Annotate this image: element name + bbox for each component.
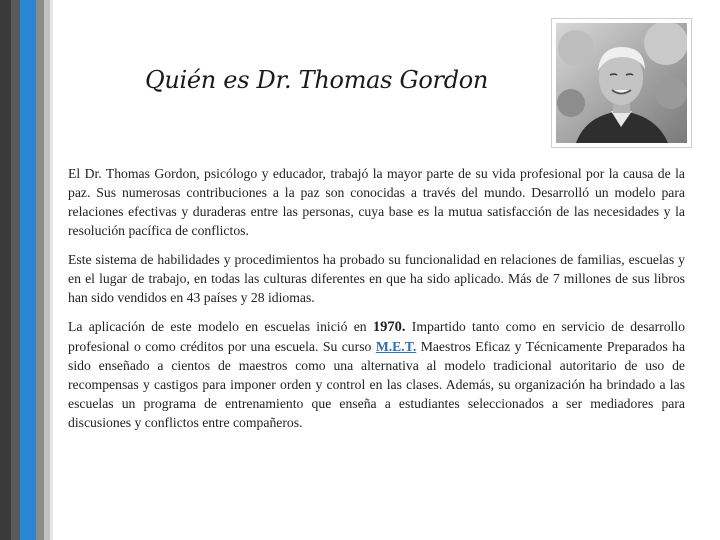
- paragraph-3-middle: Impartido tanto como en servicio de desarrollo profesional o como créditos por una escuela. Su curso: [68, 319, 686, 354]
- year-1970: 1970.: [372, 319, 406, 335]
- paragraph-3-end: Maestros Eficaz y Técnicamente Preparados ha sido enseñado a cientos de maestros como una alternativa al modelo tradicional autoritario de uso de recompensas y castigos para imponer orden y control en las clases. Además, su organización ha brindado a las escuelas un programa de entrenamiento que enseña a estudiantes seleccionados a ser mediadores para discusiones y conflictos entre compañeros.: [68, 339, 686, 430]
- body-text: [68, 164, 685, 442]
- paragraph-1: El Dr. Thomas Gordon, psicólogo y educador, trabajó la mayor parte de su vida profesional por la causa de la paz. Sus numerosas contribuciones a la paz son conocidas a través del mundo. Desarrolló un modelo para relaciones efectivas y duraderas entre las personas, cuya base es la mutua satisfacción de las necesidades y la resolución pacífica de conflictos.: [68, 166, 685, 238]
- portrait-image: [556, 23, 687, 143]
- decorative-stripe-gray: [11, 0, 20, 540]
- met-course-link[interactable]: M.E.T.: [375, 339, 417, 354]
- slide-title: Quién es Dr. Thomas Gordon: [145, 66, 489, 94]
- decorative-stripe-blue: [20, 0, 36, 540]
- paragraph-3: [68, 317, 685, 432]
- decorative-stripe-dark: [0, 0, 11, 540]
- paragraph-2: Este sistema de habilidades y procedimientos ha probado su funcionalidad en relaciones de familias, escuelas y en el lugar de trabajo, en todas las culturas diferentes en que ha sido aplicado. Más de 7 millones de sus libros han sido vendidos en 43 países y 28 idiomas.: [68, 252, 685, 305]
- decorative-stripe-pale: [50, 0, 53, 540]
- paragraph-3-intro: La aplicación de este modelo en escuelas inició en: [68, 319, 367, 334]
- decorative-stripe-mid: [36, 0, 44, 540]
- portrait-photo: [551, 18, 692, 148]
